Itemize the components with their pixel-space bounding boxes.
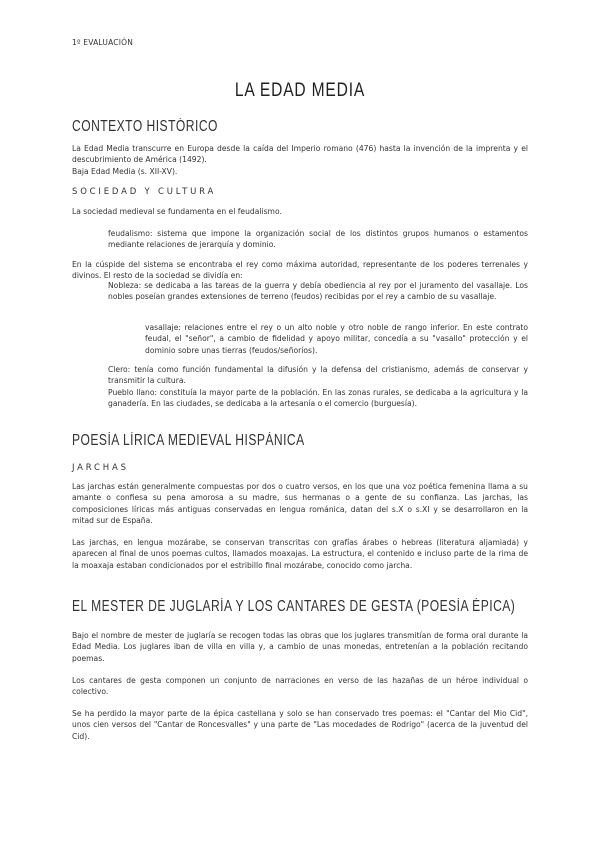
nobleza-item: Nobleza: se dedicaba a las tareas de la guerra y debía obediencia al rey por el juramento del vasallaje. Los nobles poseían grandes extensiones de terreno (feudos) recibidas por el rey a cambio de su vasallaje. — [108, 281, 528, 302]
page-title: LA EDAD MEDIA — [234, 80, 366, 101]
pueblo-item: Pueblo llano: constituía la mayor parte de la población. En las zonas rurales, se dedicaba a la agricultura y la ganadería. En las ciudades, se dedicaba a la artesanía o el comercio (burguesía). — [108, 388, 528, 409]
cuspide-paragraph: En la cúspide del sistema se encontraba el rey como máxima autoridad, representante de los poderes terrenales y divinos. El resto de la sociedad se dividía en: — [72, 260, 528, 281]
contexto-paragraph-2: Baja Edad Media (s. XII-XV). — [72, 167, 178, 176]
sociedad-paragraph: La sociedad medieval se fundamenta en el feudalismo. — [72, 207, 282, 216]
vasallaje-definition: vasallaje: relaciones entre el rey o un alto noble y otro noble de rango inferior. En este contrato feudal, el "señor", a cambio de fidelidad y apoyo militar, concedía a su "vasallo" protección y el dominio sobre unas tierras (feudos/señoríos). — [145, 323, 528, 355]
contexto-paragraph-1: La Edad Media transcurre en Europa desde la caída del Imperio romano (476) hasta la invención de la imprenta y el descubrimiento de América (1492). — [72, 144, 528, 165]
jarchas-paragraph-2: Las jarchas, en lengua mozárabe, se conservan transcritas con grafías árabes o hebreas (literatura aljamiada) y aparecen al final de unos poemas cultos, llamados moaxajas. La estructura, el contenido e incluso parte de la rima de la moaxaja estaban condicionados por el estribillo final mozárabe, conocido como jarcha. — [72, 538, 528, 570]
jarchas-paragraph-1: Las jarchas están generalmente compuestas por dos o cuatro versos, en los que una voz poética femenina llama a su amante o confiesa su pena amorosa a su madre, sus hermanas o a gente de su confianza. Las jarchas, las composiciones líricas más antiguas conservadas en lengua románica, datan del s.X o s.XI y se desarrollaron en la mitad sur de España. — [72, 482, 528, 526]
mester-paragraph-3: Se ha perdido la mayor parte de la épica castellana y solo se han conservado tres poemas: el "Cantar del Mio Cid", unos cien versos del "Cantar de Roncesvalles" y una parte de "Las mocedades de Rodrigo" (acerca de la juventud del Cid). — [72, 709, 528, 741]
header-label: 1º EVALUACIÓN — [72, 38, 134, 47]
heading-contexto: CONTEXTO HISTÓRICO — [72, 118, 218, 135]
heading-mester: EL MESTER DE JUGLARÍA Y LOS CANTARES DE GESTA (POESÍA ÉPICA) — [72, 598, 516, 615]
clero-item: Clero: tenía como función fundamental la difusión y la defensa del cristianismo, además de conservar y transmitir la cultura. — [108, 365, 528, 386]
mester-paragraph-1: Bajo el nombre de mester de juglaría se recogen todas las obras que los juglares transmitían de forma oral durante la Edad Media. Los juglares iban de villa en villa y, a cambio de unas monedas, entretenían a la población recitando poemas. — [72, 631, 528, 663]
subheading-sociedad: SOCIEDAD Y CULTURA — [72, 187, 217, 197]
subheading-jarchas: JARCHAS — [72, 463, 129, 473]
feudalismo-definition: feudalismo: sistema que impone la organización social de los distintos grupos humanos o estamentos mediante relaciones de jerarquía y dominio. — [108, 229, 528, 250]
heading-poesia: POESÍA LÍRICA MEDIEVAL HISPÁNICA — [72, 432, 305, 449]
mester-paragraph-2: Los cantares de gesta componen un conjunto de narraciones en verso de las hazañas de un héroe individual o colectivo. — [72, 676, 528, 697]
